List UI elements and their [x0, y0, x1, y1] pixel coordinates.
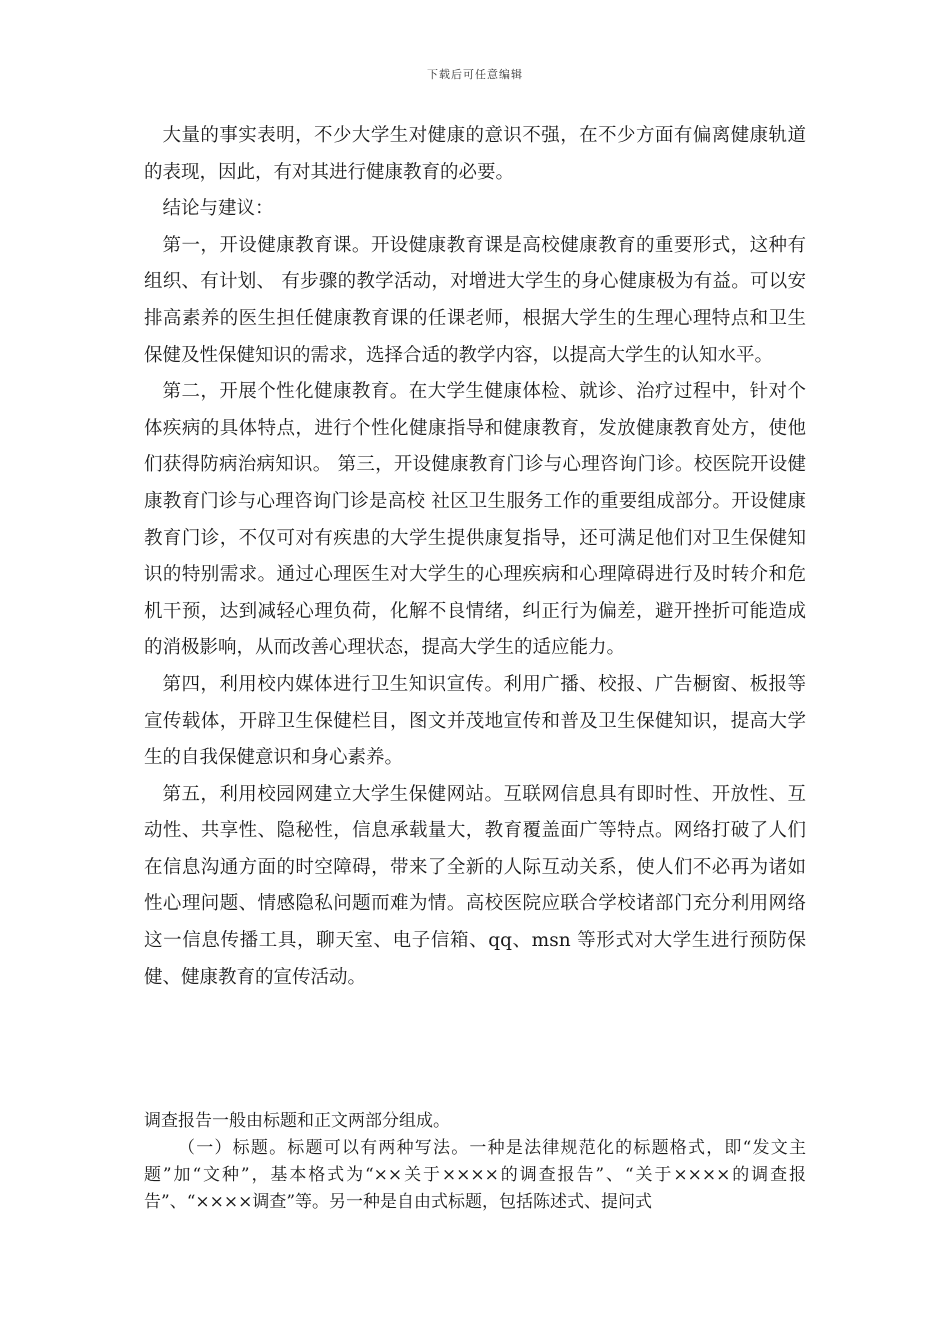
document-body — [144, 118, 806, 996]
report-intro: 调查报告一般由标题和正文两部分组成。 — [144, 1111, 450, 1131]
paragraph-fourth: 第四，利用校内媒体进行卫生知识宣传。利用广播、校报、广告橱窗、板报等宣传载体，开辟卫生保健栏目，图文并茂地宣传和普及卫生保健知识，提高大学生的自我保健意识和身心素养。 — [144, 673, 806, 769]
paragraph-fifth: 第五，利用校园网建立大学生保健网站。互联网信息具有即时性、开放性、互动性、共享性、隐秘性，信息承载量大，教育覆盖面广等特点。网络打破了人们在信息沟通方面的时空障碍，带来了全新的人际互动关系，使人们不必再为诸如性心理问题、情感隐私问题而难为情。高校医院应联合学校诸部门充分利用网络这一信息传播工具，聊天室、电子信箱、qq、msn 等形式对大学生进行预防保健、健康教育的宣传活动。 — [144, 783, 806, 988]
paragraph-first: 第一，开设健康教育课。开设健康教育课是高校健康教育的重要形式，这种有组织、有计划、 有步骤的教学活动，对增进大学生的身心健康极为有益。可以安排高素养的医生担任健康教育课的任课老师，根据大学生的生理心理特点和卫生保健及性保健知识的需求，选择合适的教学内容，以提高大学生的认知水平。 — [144, 234, 806, 366]
page-header: 下载后可任意编辑 — [427, 68, 523, 81]
report-section — [144, 1108, 806, 1216]
paragraph-conclusion-heading: 结论与建议： — [162, 198, 274, 220]
report-title-section: （一）标题。标题可以有两种写法。一种是法律规范化的标题格式，即“发文主题”加“文种”，基本格式为“××关于××××的调查报告”、“关于××××的调查报告”、“××××调查”等。另一种是自由式标题，包括陈述式、提问式 — [144, 1138, 806, 1212]
paragraph-second-third: 第二，开展个性化健康教育。在大学生健康体检、就诊、治疗过程中，针对个体疾病的具体特点，进行个性化健康指导和健康教育，发放健康教育处方，使他们获得防病治病知识。 第三，开设健康教育门诊与心理咨询门诊。校医院开设健康教育门诊与心理咨询门诊是高校 社区卫生服务工作的重要组成部分。开设健康教育门诊，不仅可对有疾患的大学生提供康复指导，还可满足他们对卫生保健知识的特别需求。通过心理医生对大学生的心理疾病和心理障碍进行及时转介和危机干预，达到减轻心理负荷，化解不良情绪，纠正行为偏差，避开挫折可能造成的消极影响，从而改善心理状态，提高大学生的适应能力。 — [144, 381, 806, 659]
paragraph-intro: 大量的事实表明，不少大学生对健康的意识不强，在不少方面有偏离健康轨道的表现，因此，有对其进行健康教育的必要。 — [144, 125, 806, 183]
